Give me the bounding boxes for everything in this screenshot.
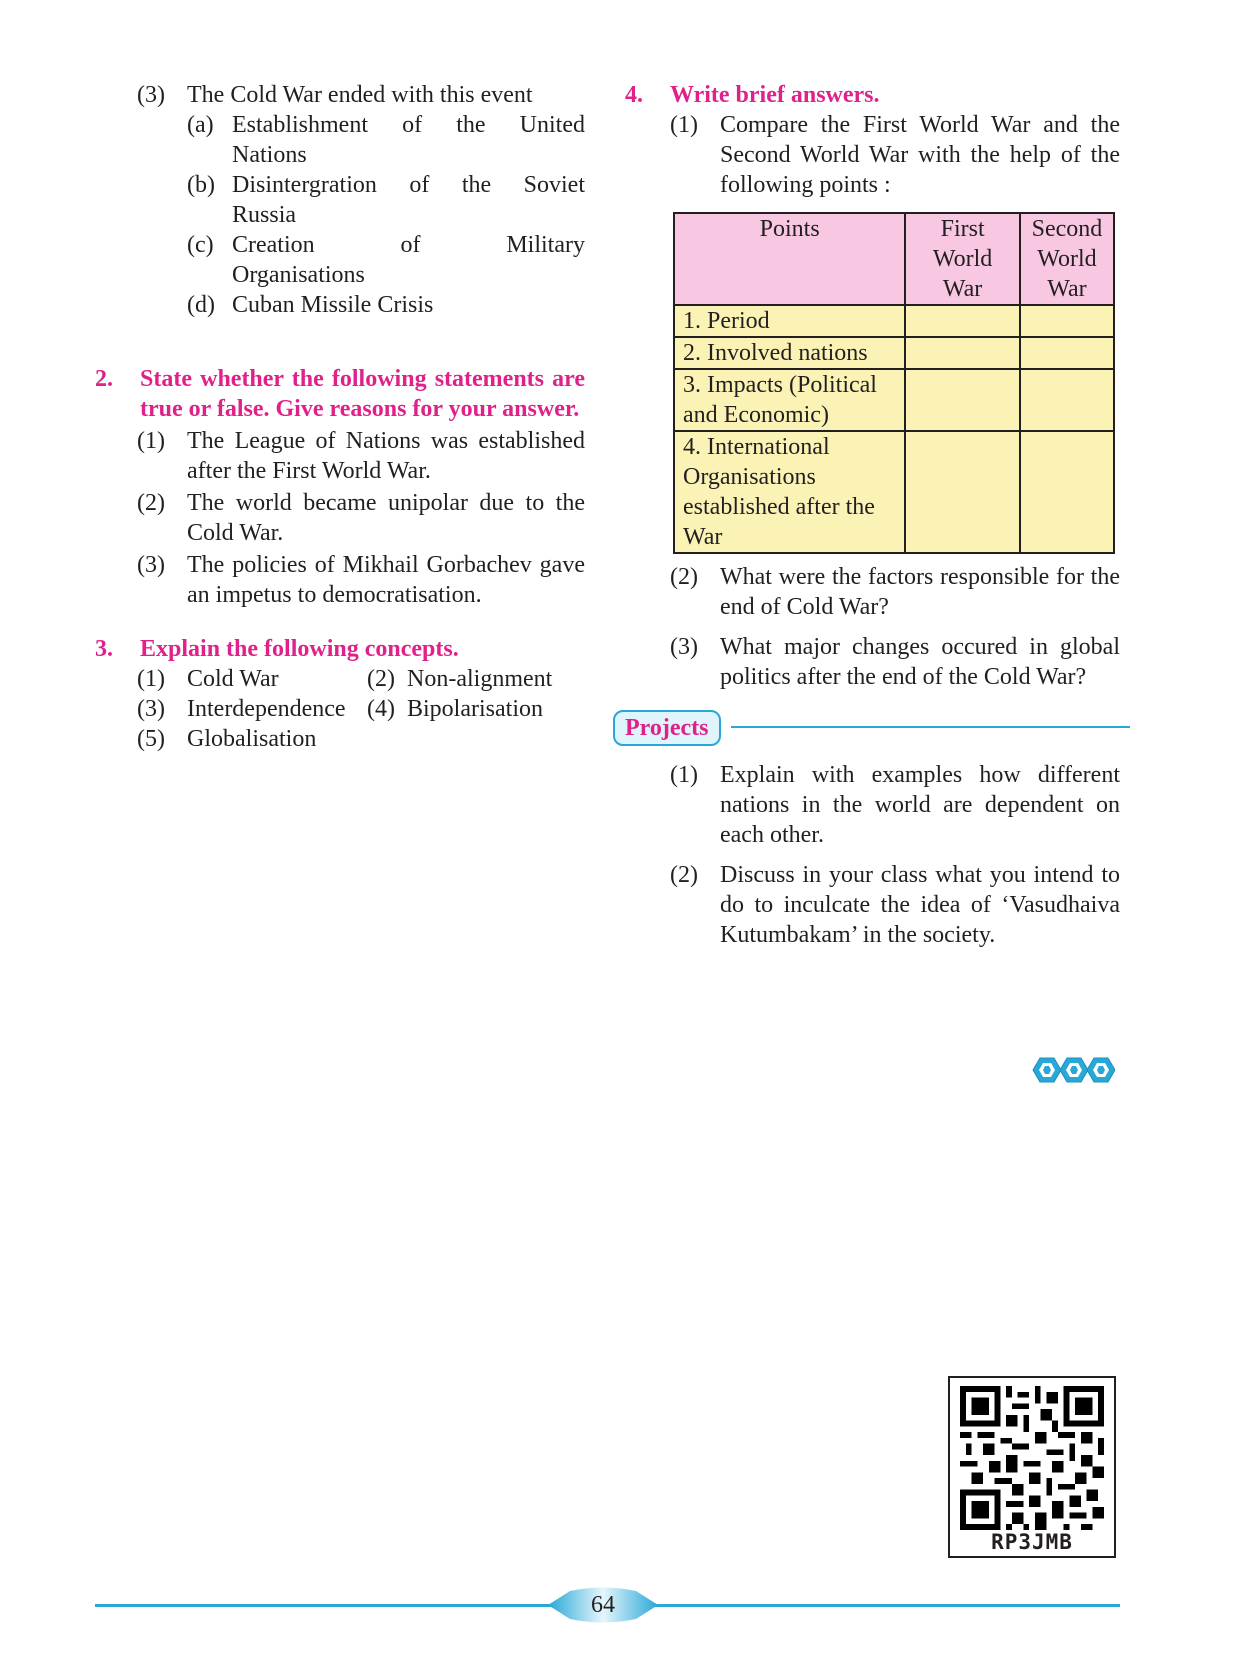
item-number: (3)	[137, 696, 165, 722]
option-d	[187, 290, 585, 320]
item-number: (3)	[137, 552, 165, 578]
qr-code-icon	[960, 1386, 1104, 1530]
project-item	[625, 760, 1120, 850]
question-title: State whether the following statements are true or false. Give reasons for your answer.	[140, 366, 585, 422]
comparison-table	[673, 212, 1115, 554]
item-number: (5)	[137, 726, 165, 752]
row-point: 1. Period	[674, 305, 905, 337]
table-row	[674, 431, 1114, 553]
row-second-cell	[1020, 431, 1114, 553]
page-number-badge	[548, 1586, 658, 1624]
item-number: (3)	[670, 634, 698, 660]
row-first-cell	[905, 305, 1020, 337]
table-row	[674, 369, 1114, 431]
item-text: Explain with examples how different nations in the world are dependent on each other.	[720, 762, 1120, 848]
concept-text: Bipolarisation	[407, 696, 543, 722]
item-number: (2)	[670, 862, 698, 888]
row-point: 4. International Organisations established after the War	[674, 431, 905, 553]
hexagon-ornament-icon	[1025, 1055, 1115, 1085]
mcq-options	[137, 110, 585, 320]
row-second-cell	[1020, 305, 1114, 337]
row-first-cell	[905, 337, 1020, 369]
concept-item	[137, 724, 367, 754]
projects-label: Projects	[613, 710, 721, 746]
left-column	[95, 80, 585, 754]
table-header-row	[674, 213, 1114, 305]
statement-item	[137, 488, 585, 548]
question-2	[95, 364, 585, 610]
question-4-item-3	[625, 632, 1120, 692]
option-text: Creation of Military	[232, 232, 585, 258]
header-first-world-war: First World War	[905, 213, 1020, 305]
concept-item	[137, 664, 367, 694]
header-second-world-war: Second World War	[1020, 213, 1114, 305]
table-row	[674, 337, 1114, 369]
item-text: Compare the First World War and the Second World War with the help of the following points :	[720, 112, 1120, 198]
statement-item	[137, 426, 585, 486]
row-point: 2. Involved nations	[674, 337, 905, 369]
question-1-item-3	[95, 80, 585, 320]
option-text-cont: Organisations	[232, 262, 365, 288]
item-text: What major changes occured in global politics after the end of the Cold War?	[720, 634, 1120, 690]
option-letter: (d)	[187, 292, 215, 318]
row-point: 3. Impacts (Political and Economic)	[674, 369, 905, 431]
projects-heading-bar	[613, 710, 1120, 744]
concept-list	[95, 664, 585, 754]
question-number: 4.	[625, 82, 643, 108]
option-body	[232, 230, 585, 290]
item-text: Discuss in your class what you intend to do to inculcate the idea of ‘Vasudhaiva Kutumbakam’ in the society.	[720, 862, 1120, 948]
option-text-cont: Nations	[232, 142, 307, 168]
option-text: Establishment of the United	[232, 112, 585, 138]
projects-rule	[731, 726, 1130, 728]
qr-code-text: RP3JMB	[991, 1530, 1073, 1554]
concept-text: Cold War	[187, 666, 279, 692]
item-text: The world became unipolar due to the Cold War.	[187, 490, 585, 546]
concept-text: Globalisation	[187, 726, 317, 752]
item-number: (3)	[137, 82, 165, 108]
projects-list	[625, 760, 1120, 950]
option-text-cont: Russia	[232, 202, 297, 228]
question-2-items	[95, 426, 585, 610]
item-number: (1)	[670, 112, 698, 138]
option-text: Cuban Missile Crisis	[232, 292, 434, 318]
option-body	[232, 170, 585, 230]
right-column	[625, 80, 1120, 950]
item-number: (1)	[670, 762, 698, 788]
option-letter: (b)	[187, 172, 215, 198]
concept-text: Interdependence	[187, 696, 346, 722]
concept-text: Non-alignment	[407, 666, 553, 692]
question-title: Write brief answers.	[670, 82, 880, 108]
option-c	[187, 230, 585, 290]
question-3	[95, 634, 585, 754]
option-a	[187, 110, 585, 170]
question-4-heading	[625, 80, 1120, 110]
option-text: Disintergration of the Soviet	[232, 172, 585, 198]
option-body	[232, 110, 585, 170]
concept-item	[137, 694, 367, 724]
option-letter: (a)	[187, 112, 214, 138]
question-4-item-1	[625, 110, 1120, 200]
row-first-cell	[905, 369, 1020, 431]
concept-item	[367, 664, 587, 694]
question-2-heading	[95, 364, 585, 424]
item-number: (1)	[137, 666, 165, 692]
item-text: What were the factors responsible for the end of Cold War?	[720, 564, 1120, 620]
page-number: 64	[591, 1592, 615, 1618]
item-number: (1)	[137, 428, 165, 454]
item-number: (4)	[367, 696, 395, 722]
option-b	[187, 170, 585, 230]
item-number: (2)	[367, 666, 395, 692]
project-item	[625, 860, 1120, 950]
statement-item	[137, 550, 585, 610]
qr-code-box	[948, 1376, 1116, 1558]
mcq-item	[137, 80, 585, 110]
question-title: Explain the following concepts.	[140, 636, 459, 662]
item-text: The Cold War ended with this event	[187, 82, 533, 108]
row-second-cell	[1020, 369, 1114, 431]
option-letter: (c)	[187, 232, 214, 258]
concept-item	[367, 694, 587, 724]
row-first-cell	[905, 431, 1020, 553]
question-4-item-2	[625, 562, 1120, 622]
row-second-cell	[1020, 337, 1114, 369]
question-number: 2.	[95, 366, 113, 392]
table-row	[674, 305, 1114, 337]
header-points: Points	[674, 213, 905, 305]
item-number: (2)	[137, 490, 165, 516]
question-4	[625, 80, 1120, 692]
question-3-heading	[95, 634, 585, 664]
item-text: The League of Nations was established after the First World War.	[187, 428, 585, 484]
item-text: The policies of Mikhail Gorbachev gave an impetus to democratisation.	[187, 552, 585, 608]
question-number: 3.	[95, 636, 113, 662]
item-number: (2)	[670, 564, 698, 590]
